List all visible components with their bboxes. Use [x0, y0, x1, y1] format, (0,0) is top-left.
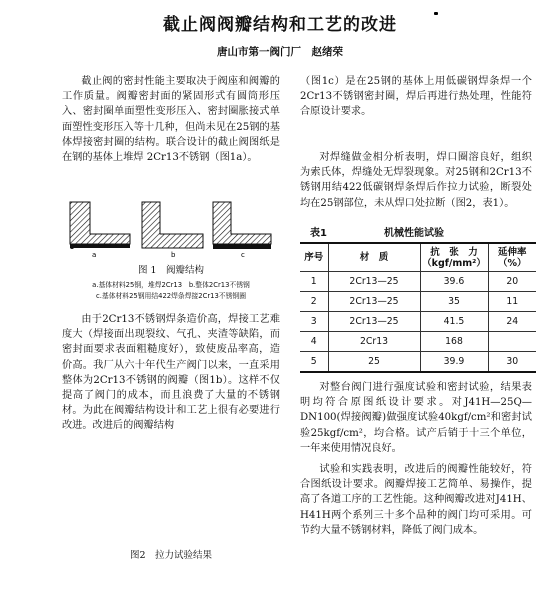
figure-1-label-a: a: [92, 251, 97, 258]
table-header-cell: 延伸率 （%）: [488, 243, 536, 272]
figure-1c: [213, 202, 271, 249]
article-title: 截止阀阀瓣结构和工艺的改进: [163, 15, 397, 35]
table-row: [300, 312, 536, 332]
figure-2-caption: 图2 拉力试验结果: [129, 550, 213, 561]
article-author: 唐山市第一阀门厂 赵绪荣: [217, 46, 343, 58]
left-paragraph-2: 由于2Cr13不锈钢焊条造价高，焊接工艺难度大（焊接面出现裂纹、气孔、夹渣等缺陷，而密封面要求表面粗糙度好），致使废品率高，造价高。我厂从六十年代生产阀门以来，一直采用整体为2Cr13不锈钢的阀瓣（图1b）。这样不仅提高了阀门的成本，而且浪费了大量的不锈钢材。为此在阀瓣结构设计和工艺上很有必要进行改进。改进后的阀瓣结构: [62, 314, 280, 432]
table-cell: 168: [420, 332, 488, 352]
table-cell: 3: [300, 312, 328, 332]
table-header-cell: 抗 张 力 （kgf/mm²）: [420, 243, 488, 272]
table-cell: 1: [300, 272, 328, 292]
figure-1a: [70, 202, 130, 249]
table-cell: 24: [488, 312, 536, 332]
table-cell: 2: [300, 292, 328, 312]
scan-speck: [434, 12, 438, 15]
table-cell: 39.6: [420, 272, 488, 292]
table-cell: 2Cr13—25: [328, 272, 420, 292]
table-cell: 5: [300, 352, 328, 373]
table-row: [300, 272, 536, 292]
right-paragraph-4: 试验和实践表明，改进后的阀瓣性能较好，符合图纸设计要求。阀瓣焊接工艺简单、易操作，提高了各道工序的工艺性能。这种阀瓣改进对J41H、H41H两个系列三十多个品种的阀门均可采用。可节约大量不锈钢材料，降低了阀门成本。: [300, 464, 532, 536]
table-1-mechanical-tests: [300, 242, 536, 373]
table-cell: [488, 332, 536, 352]
table-1-name: 机械性能试验: [384, 228, 444, 239]
table-cell: 30: [488, 352, 536, 373]
table-header-cell: 序号: [300, 243, 328, 272]
figure-1-label-c: c: [241, 251, 245, 258]
table-cell: 39.9: [420, 352, 488, 373]
table-cell: 4: [300, 332, 328, 352]
table-cell: 11: [488, 292, 536, 312]
table-cell: 35: [420, 292, 488, 312]
table-cell: 2Cr13—25: [328, 292, 420, 312]
table-cell: 25: [328, 352, 420, 373]
table-cell: 41.5: [420, 312, 488, 332]
table-cell: 2Cr13: [328, 332, 420, 352]
right-paragraph-2: 对焊缝做金相分析表明，焊口圈溶良好，组织为索氏体，焊缝处无焊裂现象。对25钢和2Cr13不锈钢用结422低碳钢焊条焊后作拉力试验，断裂处均在25钢部位，未从焊口处拉断（图2，表1）。: [300, 152, 532, 209]
table-cell: 2Cr13—25: [328, 312, 420, 332]
table-1-number: 表1: [310, 228, 327, 239]
table-row: [300, 352, 536, 373]
figure-1-label-b: b: [171, 251, 176, 258]
table-header-row: [300, 243, 536, 272]
figure-1-caption: 图 1 阀瓣结构: [137, 265, 205, 276]
table-row: [300, 292, 536, 312]
left-paragraph-1: 截止阀的密封性能主要取决于阀座和阀瓣的工作质量。阀瓣密封面的紧固形式有圆筒形压入、密封圈单面塑性变形压入、密封圈胀接式单面塑性变形压入等十几种，但尚未见在25钢的基体焊接密封圈的结构。联合设计的截止阀图纸是在钢的基体上堆焊 2Cr13不锈钢（图1a）。: [62, 76, 280, 164]
table-row: [300, 332, 536, 352]
table-header-cell: 材 质: [328, 243, 420, 272]
right-paragraph-1: （图1c）是在25钢的基体上用低碳钢焊条焊一个2Cr13不锈钢密封圈，焊后再进行热处理，性能符合原设计要求。: [300, 76, 532, 118]
right-paragraph-3: 对整台阀门进行强度试验和密封试验，结果表明均符合原图纸设计要求。对J41H—25Q—DN100(焊接阀瓣)做强度试验40kgf/cm²和密封试验25kgf/cm²，均合格。试产后销于十三个单位，一年来使用情况良好。: [300, 382, 532, 454]
figure-1b: [142, 202, 203, 248]
figure-1-note-2: c.基体材料25钢用结422焊条焊接2Cr13不锈钢圈: [96, 292, 246, 300]
figure-1-valve-disc-drawing: [68, 200, 273, 258]
figure-1-note-1: a.基体材料25钢，堆焊2Cr13 b.整体2Cr13不锈钢: [92, 281, 250, 289]
table-cell: 20: [488, 272, 536, 292]
